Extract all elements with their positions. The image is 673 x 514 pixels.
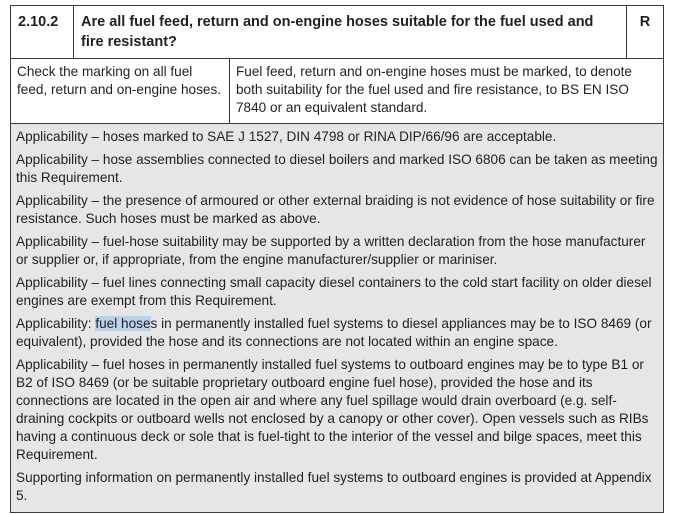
highlighted-note-paragraph (16, 315, 658, 351)
note-suffix: s in permanently installed fuel systems to diesel appliances may be to ISO 8469 (or equivalent), provided the hose and its connections are not located within an engine space. (16, 316, 652, 349)
requirement-question: Are all fuel feed, return and on-engine hoses suitable for the fuel used and fire resistant? (74, 6, 627, 59)
requirement-body-table (10, 58, 664, 124)
requirement-number: 2.10.2 (11, 6, 74, 59)
guidance-text: Fuel feed, return and on-engine hoses must be marked, to denote both suitability for the fuel used and fire resistance, to BS EN ISO 7840 or an equivalent standard. (230, 59, 664, 124)
requirement-document (10, 5, 664, 513)
note-prefix: Applicability: (16, 316, 96, 331)
note-paragraph: Applicability – fuel lines connecting small capacity diesel containers to the cold start facility on older diesel engines are exempt from this Requirement. (16, 275, 652, 308)
search-highlight[interactable]: fuel hose (95, 316, 151, 331)
check-instruction: Check the marking on all fuel feed, return and on-engine hoses. (11, 59, 230, 124)
requirement-header-table (10, 5, 664, 59)
note-paragraph: Applicability – hoses marked to SAE J 1527, DIN 4798 or RINA DIP/66/96 are acceptable. (16, 129, 557, 144)
check-guidance-row (11, 59, 664, 124)
note-paragraph: Applicability – the presence of armoured or other external braiding is not evidence of hose suitability or fire resistance. Such hoses must be marked as above. (16, 193, 655, 226)
note-paragraph: Applicability – fuel hoses in permanently installed fuel systems to outboard engines may be to type B1 or B2 of ISO 8469 (or be suitable proprietary outboard engine fuel hose), provided the hose and its connections are located in the open air and where any fuel spillage would drain overboard (e.g. self-draining cockpits or outboard wells not enclosed by a canopy or other cover). Open vessels such as RIBs having a continuous deck or sole that is fuel-tight to the interior of the vessel and bilge spaces, meet this Requirement. (16, 357, 649, 462)
note-paragraph: Supporting information on permanently installed fuel systems to outboard engines is provided at Appendix 5. (16, 470, 652, 503)
note-paragraph: Applicability – fuel-hose suitability may be supported by a written declaration from the hose manufacturer or supplier or, if appropriate, from the engine manufacturer/supplier or mariniser. (16, 234, 646, 267)
notes-table (10, 123, 664, 513)
requirement-header-row (11, 6, 664, 59)
requirement-code: R (627, 6, 664, 59)
applicability-notes (11, 124, 664, 513)
note-paragraph: Applicability – hose assemblies connected to diesel boilers and marked ISO 6806 can be taken as meeting this Requirement. (16, 152, 658, 185)
